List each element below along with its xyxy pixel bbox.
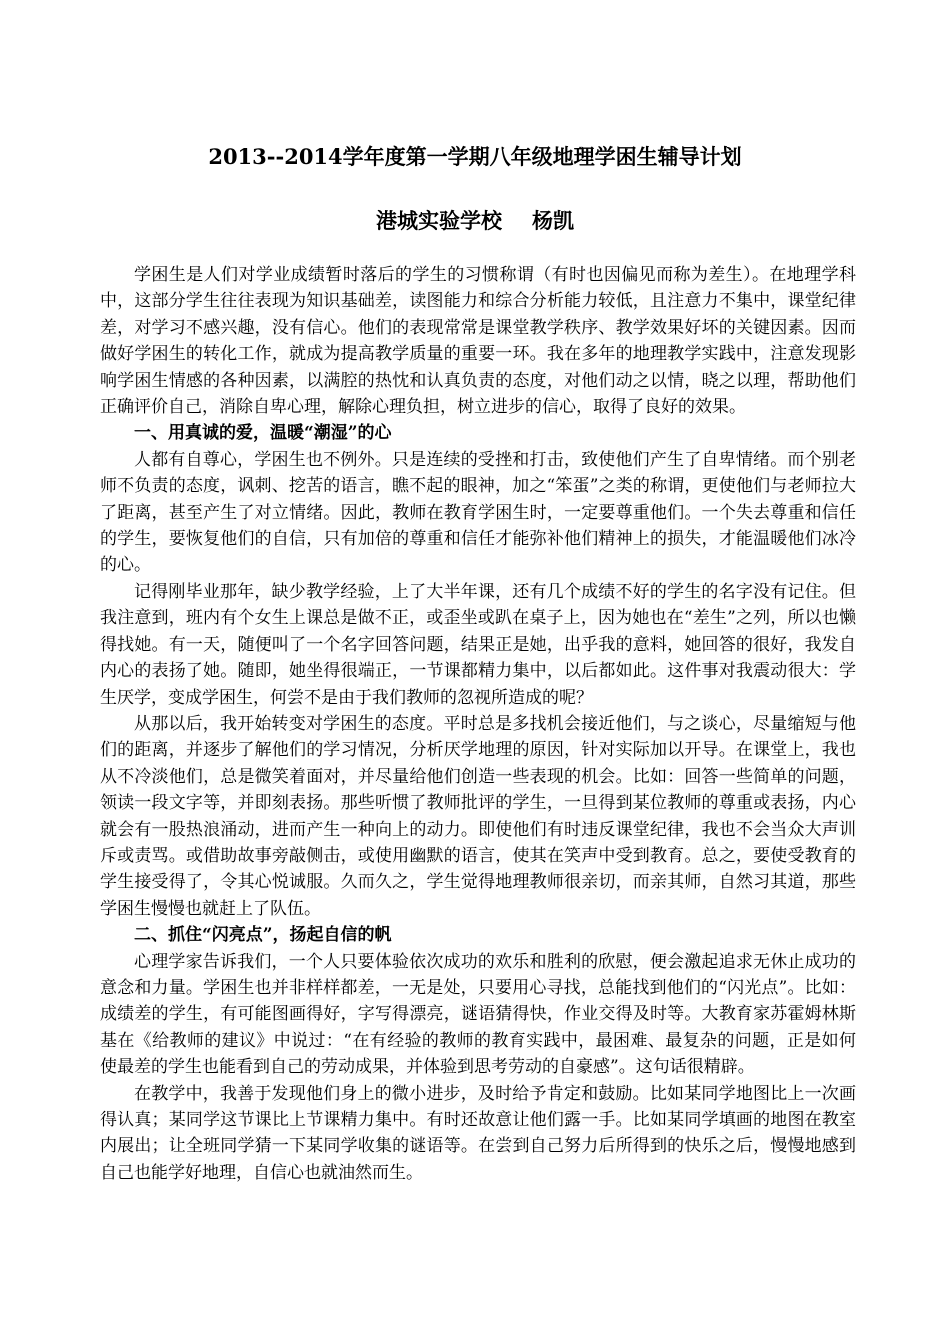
- paragraph: 人都有自尊心，学困生也不例外。只是连续的受挫和打击，致使他们产生了自卑情绪。而个别老师不负责的态度，讽刺、挖苦的语言，瞧不起的眼神，加之“笨蛋”之类的称谓，更使他们与老师拉大了距离，甚至产生了对立情绪。因此，教师在教育学困生时，一定要尊重他们。一个失去尊重和信任的学生，要恢复他们的自信，只有加倍的尊重和信任才能弥补他们精神上的损失，才能温暖他们冰冷的心。: [100, 449, 856, 576]
- paragraph: 从那以后，我开始转变对学困生的态度。平时总是多找机会接近他们，与之谈心，尽量缩短与他们的距离，并逐步了解他们的学习情况，分析厌学地理的原因，针对实际加以开导。在课堂上，我也从不冷淡他们，总是微笑着面对，并尽量给他们创造一些表现的机会。比如：回答一些简单的问题，领读一段文字等，并即刻表扬。那些听惯了教师批评的学生，一旦得到某位教师的尊重或表扬，内心就会有一股热浪涌动，进而产生一种向上的动力。即使他们有时违反课堂纪律，我也不会当众大声训斥或责骂。或借助故事旁敲侧击，或使用幽默的语言，使其在笑声中受到教育。总之，要使受教育的学生接受得了，令其心悦诚服。久而久之，学生觉得地理教师很亲切，而亲其师，自然习其道，那些学困生慢慢也就赶上了队伍。: [100, 713, 856, 919]
- document-body: [100, 262, 856, 1186]
- document-title: 2013--2014学年度第一学期八年级地理学困生辅导计划: [208, 144, 742, 169]
- intro-paragraph: 学困生是人们对学业成绩暂时落后的学生的习惯称谓（有时也因偏见而称为差生）。在地理学科中，这部分学生往往表现为知识基础差，读图能力和综合分析能力较低，且注意力不集中，课堂纪律差，对学习不感兴趣，没有信心。他们的表现常常是课堂教学秩序、教学效果好坏的关键因素。因而做好学困生的转化工作，就成为提高教学质量的重要一环。我在多年的地理教学实践中，注意发现影响学困生情感的各种因素，以满腔的热忱和认真负责的态度，对他们动之以情，晓之以理，帮助他们正确评价自己，消除自卑心理，解除心理负担，树立进步的信心，取得了良好的效果。: [100, 265, 856, 418]
- author-name: 杨凯: [532, 208, 574, 233]
- paragraph: 心理学家告诉我们，一个人只要体验依次成功的欢乐和胜利的欣慰，便会激起追求无休止成功的意念和力量。学困生也并非样样都差，一无是处，只要用心寻找，总能找到他们的“闪光点”。比如：成绩差的学生，有可能图画得好，字写得漂亮，谜语猜得快，作业交得及时等。大教育家苏霍姆林斯基在《给教师的建议》中说过：“在有经验的教师的教育实践中，最困难、最复杂的问题，正是如何使最差的学生也能看到自己的劳动成果，并体验到思考劳动的自豪感”。这句话很精辟。: [100, 951, 856, 1078]
- section-heading-1: 一、用真诚的爱，温暖“潮湿”的心: [134, 423, 392, 444]
- section-heading-2: 二、抓住“闪亮点”，扬起自信的帆: [134, 925, 392, 946]
- author-line: [0, 206, 950, 236]
- school-name: 港城实验学校: [376, 208, 502, 233]
- paragraph: 记得刚毕业那年，缺少教学经验，上了大半年课，还有几个成绩不好的学生的名字没有记住。但我注意到，班内有个女生上课总是做不正，或歪坐或趴在桌子上，因为她也在“差生”之列，所以也懒得找她。有一天，随便叫了一个名字回答问题，结果正是她，出乎我的意料，她回答的很好，我发自内心的表扬了她。随即，她坐得很端正，一节课都精力集中，以后都如此。这件事对我震动很大：学生厌学，变成学困生，何尝不是由于我们教师的忽视所造成的呢？: [100, 581, 856, 708]
- paragraph: 在教学中，我善于发现他们身上的微小进步，及时给予肯定和鼓励。比如某同学地图比上一次画得认真；某同学这节课比上节课精力集中。有时还故意让他们露一手。比如某同学填画的地图在教室内展出；让全班同学猜一下某同学收集的谜语等。在尝到自己努力后所得到的快乐之后，慢慢地感到自己也能学好地理，自信心也就油然而生。: [100, 1083, 856, 1183]
